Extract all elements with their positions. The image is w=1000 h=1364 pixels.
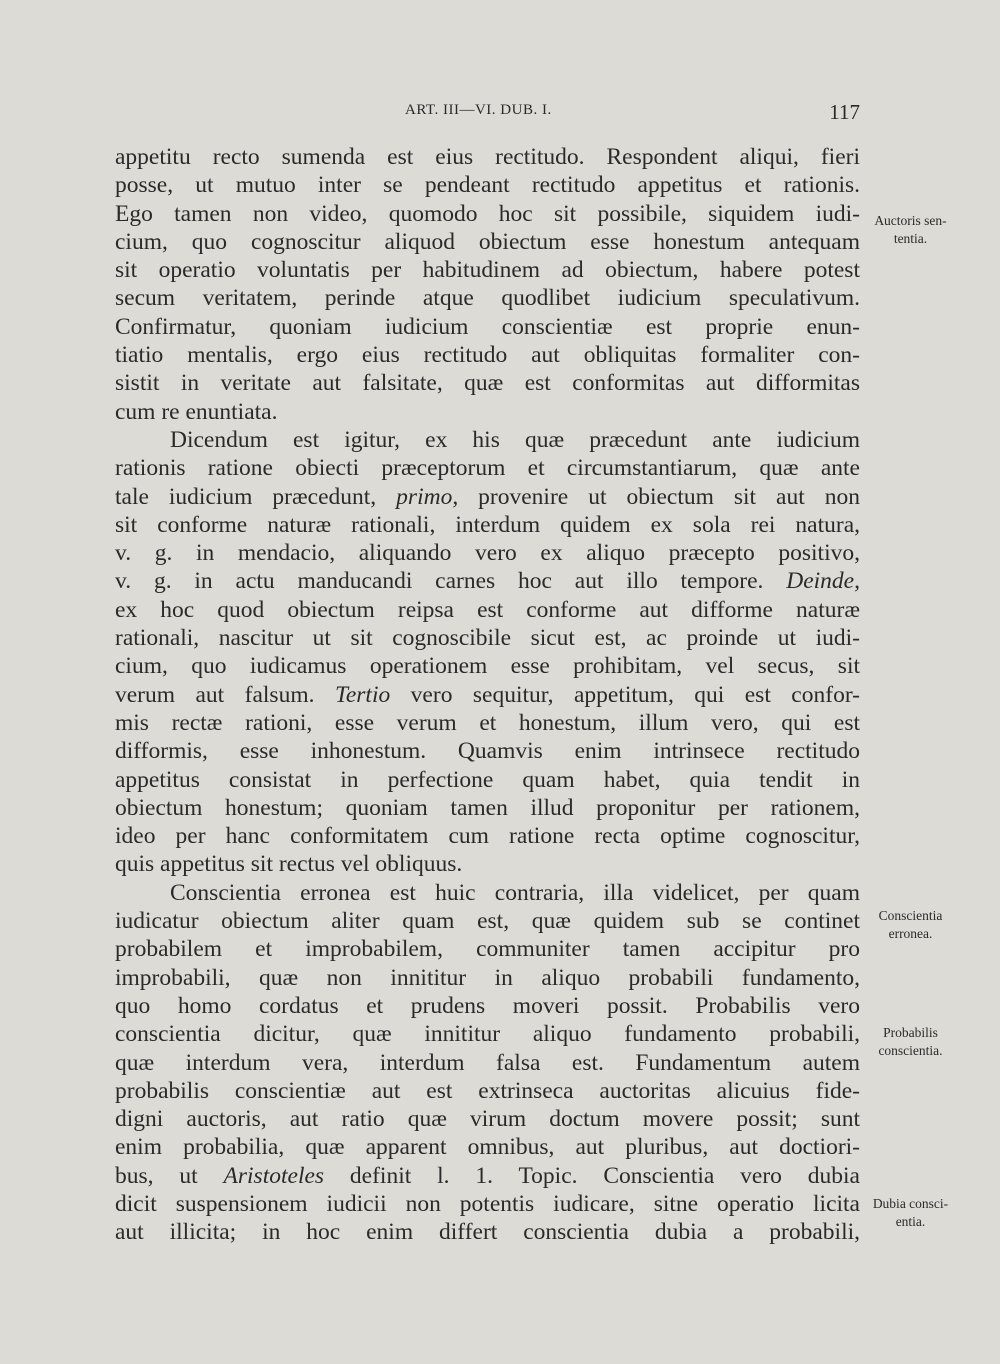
text-line: appetitu recto sumenda est eius rectitudo. Respondent aliqui, fieri	[115, 144, 860, 170]
text-segment: v. g. in actu manducandi carnes hoc aut illo tempore.	[115, 568, 787, 595]
text-line: digni auctoris, aut ratio quæ virum doctum movere possit; sunt	[115, 1106, 860, 1133]
text-line	[115, 681, 860, 709]
text-line: mis rectæ rationi, esse verum et honestum, illum vero, qui est	[115, 709, 860, 736]
margin-note-probabilis-conscientia	[858, 1024, 963, 1060]
text-line: Dicendum est igitur, ex his quæ præcedunt ante iudicium	[170, 426, 860, 453]
margin-note-line: tentia.	[893, 231, 928, 246]
page-number: 117	[829, 100, 860, 124]
text-segment: verum aut falsum.	[115, 681, 335, 708]
text-line: sistit in veritate aut falsitate, quæ est conformitas aut difformitas	[115, 370, 860, 397]
text-line: sit operatio voluntatis per habitudinem ad obiectum, habere potest	[115, 257, 860, 284]
text-line: cium, quo cognoscitur aliquod obiectum esse honestum antequam	[115, 228, 860, 255]
margin-note-line: erronea.	[888, 926, 933, 941]
text-segment: tale iudicium præcedunt,	[115, 483, 397, 510]
body-text	[115, 143, 860, 1247]
italic-term: Tertio	[334, 681, 391, 708]
text-line: conscientia dicitur, quæ innititur aliquo fundamento probabili,	[115, 1021, 860, 1048]
text-line: dicit suspensionem iudicii non potentis iudicare, sitne operatio licita	[115, 1190, 860, 1217]
text-line: probabilem et improbabilem, communiter tamen accipitur pro	[115, 936, 860, 963]
text-line: cium, quo iudicamus operationem esse prohibitam, vel secus, sit	[115, 653, 860, 680]
text-line: Ego tamen non video, quomodo hoc sit possibile, siquidem iudi-	[115, 200, 860, 227]
text-segment: bus, ut	[115, 1162, 224, 1189]
margin-note-auctoris-sententia	[858, 212, 963, 248]
text-line: tiatio mentalis, ergo eius rectitudo aut obliquitas formaliter con-	[115, 342, 860, 369]
text-line: v. g. in mendacio, aliquando vero ex aliquo præcepto positivo,	[115, 540, 860, 567]
italic-term: Deinde,	[786, 568, 860, 595]
text-line: obiectum honestum; quoniam tamen illud proponitur per rationem,	[115, 794, 860, 821]
running-head: ART. III—VI. DUB. I.	[405, 102, 552, 118]
margin-note-dubia-conscientia	[858, 1195, 963, 1231]
text-line	[115, 567, 860, 595]
margin-note-line: Auctoris sen-	[874, 213, 947, 228]
margin-note-line: Conscientia	[878, 908, 943, 923]
text-line: ideo per hanc conformitatem cum ratione recta optime cognoscitur,	[115, 823, 860, 850]
text-line: probabilis conscientiæ aut est extrinseca auctoritas alicuius fide-	[115, 1077, 860, 1104]
text-line: enim probabilia, quæ apparent omnibus, aut pluribus, aut doctiori-	[115, 1134, 860, 1161]
text-line: improbabili, quæ non innititur in aliquo probabili fundamento,	[115, 964, 860, 991]
text-line	[115, 483, 860, 511]
text-line: quis appetitus sit rectus vel obliquus.	[115, 851, 463, 878]
text-line: quæ interdum vera, interdum falsa est. Fundamentum autem	[115, 1049, 860, 1076]
margin-note-line: Dubia consci-	[872, 1196, 949, 1211]
text-line	[115, 1162, 860, 1190]
page-header	[115, 100, 860, 128]
italic-term: primo,	[396, 483, 459, 510]
text-segment: provenire ut obiectum sit aut non	[458, 483, 860, 510]
text-line: posse, ut mutuo inter se pendeant rectitudo appetitus et rationis.	[115, 172, 860, 199]
text-segment: vero sequitur, appetitum, qui est confor-	[390, 681, 860, 708]
text-line: quo homo cordatus et prudens moveri possit. Probabilis vero	[115, 992, 860, 1019]
text-segment: definit l. 1. Topic. Conscientia vero dubia	[324, 1162, 860, 1189]
text-line: ex hoc quod obiectum reipsa est conforme aut difforme naturæ	[115, 596, 860, 623]
text-line: Confirmatur, quoniam iudicium conscientiæ est proprie enun-	[115, 313, 860, 340]
text-line: iudicatur obiectum aliter quam est, quæ quidem sub se continet	[115, 908, 860, 935]
text-line: sit conforme naturæ rationali, interdum quidem ex sola rei natura,	[115, 511, 860, 538]
italic-term: Aristoteles	[223, 1162, 325, 1189]
margin-note-line: Probabilis	[883, 1025, 938, 1040]
text-line: Conscientia erronea est huic contraria, illa videlicet, per quam	[170, 879, 860, 906]
margin-note-line: conscientia.	[878, 1043, 943, 1058]
text-line: secum veritatem, perinde atque quodlibet iudicium speculativum.	[115, 285, 860, 312]
text-line: cum re enuntiata.	[115, 398, 278, 425]
margin-note-line: entia.	[895, 1214, 926, 1229]
text-line: difformis, esse inhonestum. Quamvis enim intrinsece rectitudo	[115, 738, 860, 765]
text-line: rationis ratione obiecti præceptorum et circumstantiarum, quæ ante	[115, 455, 860, 482]
margin-note-conscientia-erronea	[858, 907, 963, 943]
text-line: rationali, nascitur ut sit cognoscibile sicut est, ac proinde ut iudi-	[115, 625, 860, 652]
text-line: appetitus consistat in perfectione quam habet, quia tendit in	[115, 766, 860, 793]
text-line: aut illicita; in hoc enim differt conscientia dubia a probabili,	[115, 1219, 860, 1246]
